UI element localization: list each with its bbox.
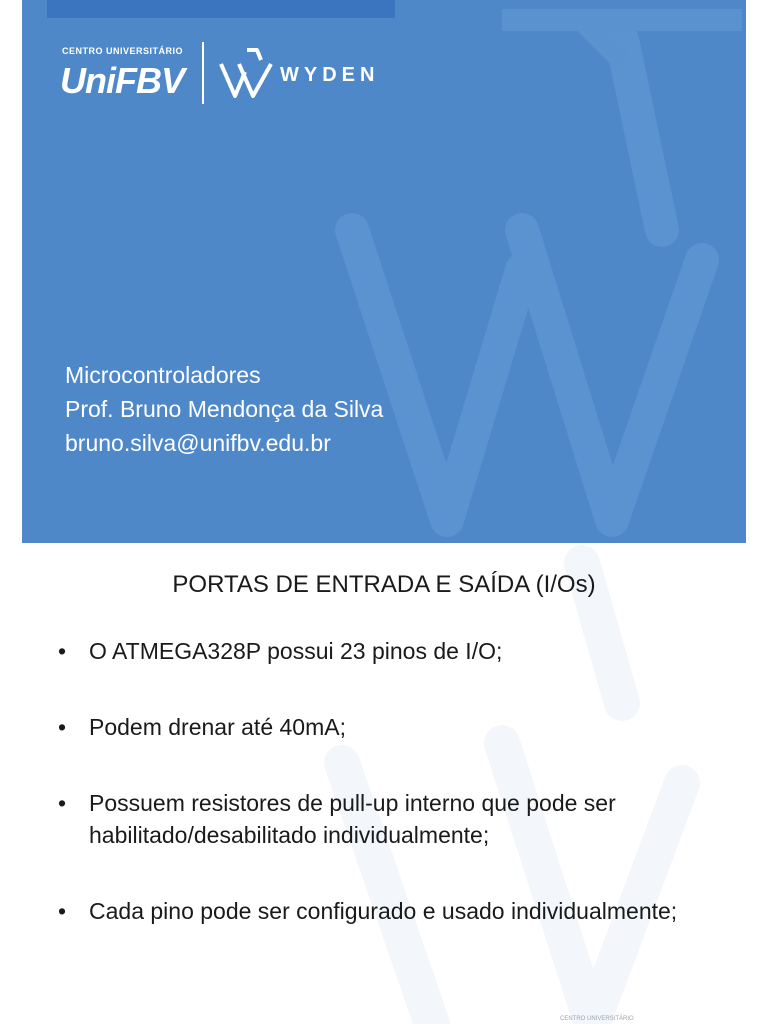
bullet-text: O ATMEGA328P possui 23 pinos de I/O; <box>89 638 503 664</box>
bullet-text: Cada pino pode ser configurado e usado individualmente; <box>89 898 678 924</box>
footer-logo: CENTRO UNIVERSITÁRIO <box>560 1016 634 1022</box>
title-block <box>65 358 383 460</box>
list-item <box>58 635 718 667</box>
logo-divider <box>202 42 204 104</box>
bullet-list <box>58 635 718 927</box>
professor-email: bruno.silva@unifbv.edu.br <box>65 430 331 456</box>
title-slide <box>22 0 746 543</box>
bullet-text: Podem drenar até 40mA; <box>89 714 346 740</box>
list-item <box>58 895 718 927</box>
bullet-text: Possuem resistores de pull-up interno que pode ser habilitado/desabilitado individualmente; <box>89 790 616 848</box>
bullet-icon: • <box>58 714 67 740</box>
list-item <box>58 787 718 851</box>
list-item <box>58 711 718 743</box>
bullet-icon: • <box>58 638 67 664</box>
content-slide <box>22 543 746 1024</box>
unifbv-logo: UniFBV <box>60 60 184 101</box>
logo-caption: CENTRO UNIVERSITÁRIO <box>62 46 184 56</box>
course-name: Microcontroladores <box>65 362 261 388</box>
slide-title: PORTAS DE ENTRADA E SAÍDA (I/Os) <box>172 571 596 598</box>
wyden-wordmark: WYDEN <box>280 64 380 86</box>
bullet-icon: • <box>58 790 67 816</box>
bullet-icon: • <box>58 898 67 924</box>
wyden-logo-icon <box>217 46 275 100</box>
professor-name: Prof. Bruno Mendonça da Silva <box>65 396 384 422</box>
